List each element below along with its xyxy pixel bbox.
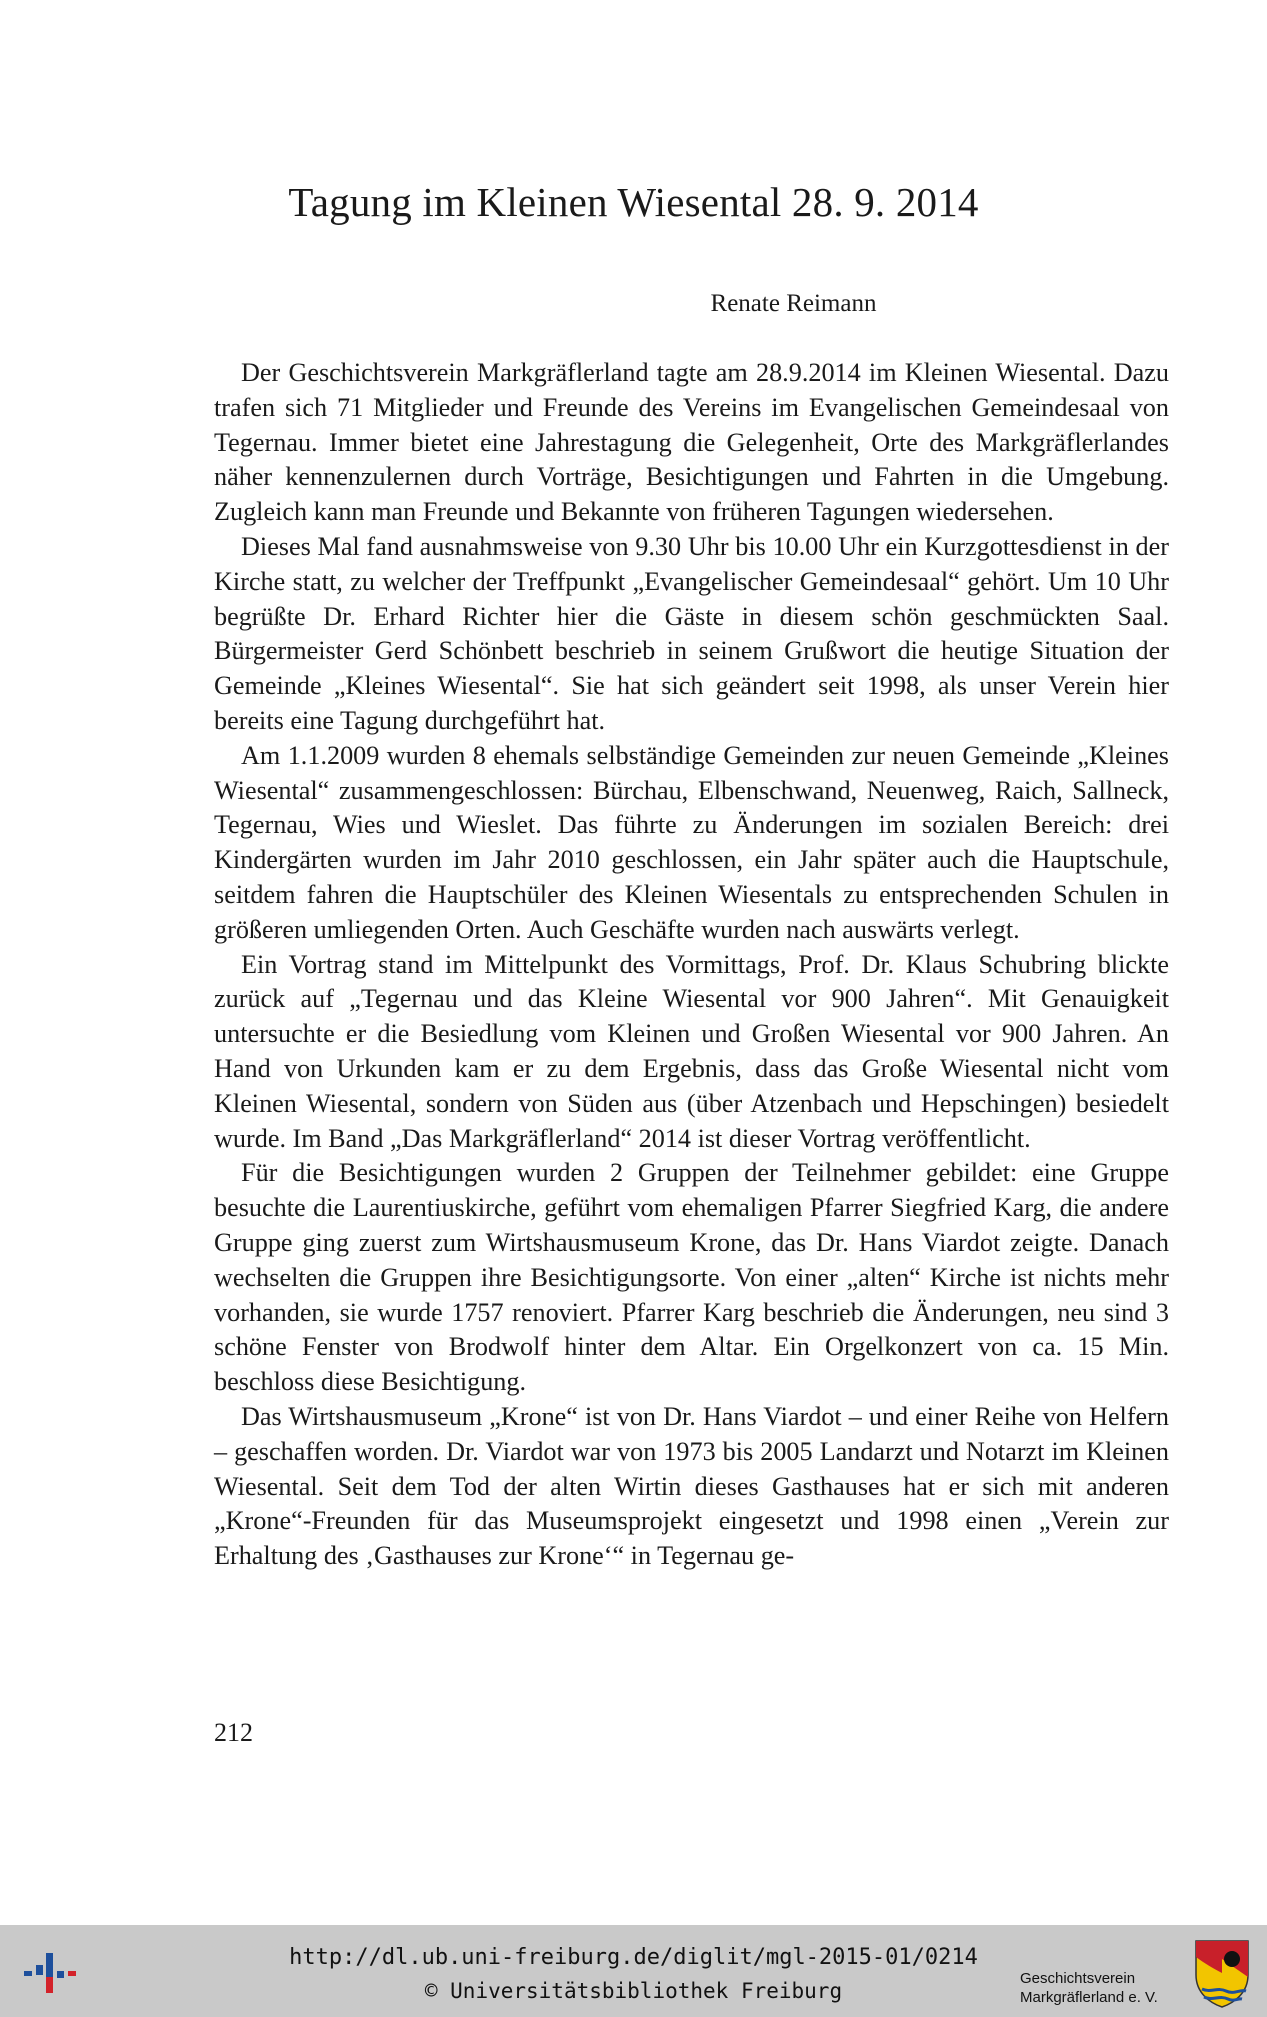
- paragraph: Ein Vortrag stand im Mittelpunkt des Vormittags, Prof. Dr. Klaus Schubring blickte zurück auf „Tegernau und das Kleine Wiesental vor 900 Jahren“. Mit Genauigkeit untersuchte er die Besiedlung vom Kleinen und Großen Wiesental vor 900 Jahren. An Hand von Urkunden kam er zu dem Ergebnis, dass das Große Wiesental nicht vom Kleinen Wiesental, sondern von Süden aus (über Atzenbach und Hepschingen) besiedelt wurde. Im Band „Das Markgräflerland“ 2014 ist dieser Vortrag veröffentlicht.: [214, 949, 1169, 1153]
- paragraph: Für die Besichtigungen wurden 2 Gruppen der Teilnehmer gebildet: eine Gruppe besuchte die Laurentiuskirche, geführt vom ehemaligen Pfarrer Siegfried Karg, die andere Gruppe ging zuerst zum Wirtshausmuseum Krone, das Dr. Hans Viardot zeigte. Danach wechselten die Gruppen ihre Besichtigungsorte. Von einer „alten“ Kirche ist nichts mehr vorhanden, sie wurde 1757 renoviert. Pfarrer Karg beschrieb die Änderungen, neu sind 3 schöne Fenster von Brodwolf hinter dem Altar. Ein Orgelkonzert von ca. 15 Min. beschloss diese Besichtigung.: [214, 1158, 1169, 1397]
- organization-name-line1: Geschichtsverein: [1020, 1970, 1136, 1987]
- paragraph: Dieses Mal fand ausnahmsweise von 9.30 Uhr bis 10.00 Uhr ein Kurzgottesdienst in der Kirche statt, zu welcher der Treffpunkt „Evangelischer Gemeindesaal“ gehört. Um 10 Uhr begrüßte Dr. Erhard Richter hier die Gäste in diesem schön geschmückten Saal. Bürgermeister Gerd Schönbett beschrieb in seinem Grußwort die heutige Situation der Gemeinde „Kleines Wiesental“. Sie hat sich geändert seit 1998, als unser Verein hier bereits eine Tagung durchgeführt hat.: [214, 531, 1169, 735]
- author-name: Renate Reimann: [710, 290, 877, 317]
- footer-bar: [0, 1925, 1267, 2017]
- paragraph: Das Wirtshausmuseum „Krone“ ist von Dr. Hans Viardot – und einer Reihe von Helfern – geschaffen worden. Dr. Viardot war von 1973 bis 2005 Landarzt und Notarzt im Kleinen Wiesental. Seit dem Tod der alten Wirtin dieses Gasthauses hat er sich mit anderen „Krone“-Freunden für das Museumsprojekt eingesetzt und 1998 einen „Verein zur Erhaltung des ‚Gasthauses zur Krone‘“ in Tegernau ge-: [214, 1401, 1169, 1571]
- source-url-link[interactable]: http://dl.ub.uni-freiburg.de/diglit/mgl-2015-01/0214: [289, 1945, 978, 1970]
- document-title: Tagung im Kleinen Wiesental 28. 9. 2014: [288, 179, 979, 225]
- copyright-notice: © Universitätsbibliothek Freiburg: [424, 1979, 843, 2003]
- organization-name: [1020, 1969, 1158, 2007]
- paragraph: Am 1.1.2009 wurden 8 ehemals selbständige Gemeinden zur neuen Gemeinde „Kleines Wiesental“ zusammengeschlossen: Bürchau, Elbenschwand, Neuenweg, Raich, Sallneck, Tegernau, Wies und Wieslet. Das führte zu Änderungen im sozialen Bereich: drei Kindergärten wurden im Jahr 2010 geschlossen, ein Jahr später auch die Hauptschule, seitdem fahren die Hauptschüler des Kleinen Wiesentals zu entsprechenden Schulen in größeren umliegenden Orten. Auch Geschäfte wurden nach auswärts verlegt.: [214, 740, 1169, 944]
- page-number: 212: [214, 1718, 253, 1747]
- organization-name-line2: Markgräflerland e. V.: [1020, 1989, 1158, 2006]
- paragraph: Der Geschichtsverein Markgräflerland tagte am 28.9.2014 im Kleinen Wiesental. Dazu trafen sich 71 Mitglieder und Freunde des Vereins im Evangelischen Gemeindesaal von Tegernau. Immer bietet eine Jahrestagung die Gelegenheit, Orte des Markgräflerlandes näher kennenzulernen durch Vorträge, Besichtigungen und Fahrten in die Umgebung. Zugleich kann man Freunde und Bekannte von früheren Tagungen wiedersehen.: [214, 358, 1169, 527]
- article-body: [214, 356, 1169, 1574]
- coat-of-arms-icon: [1192, 1937, 1252, 2009]
